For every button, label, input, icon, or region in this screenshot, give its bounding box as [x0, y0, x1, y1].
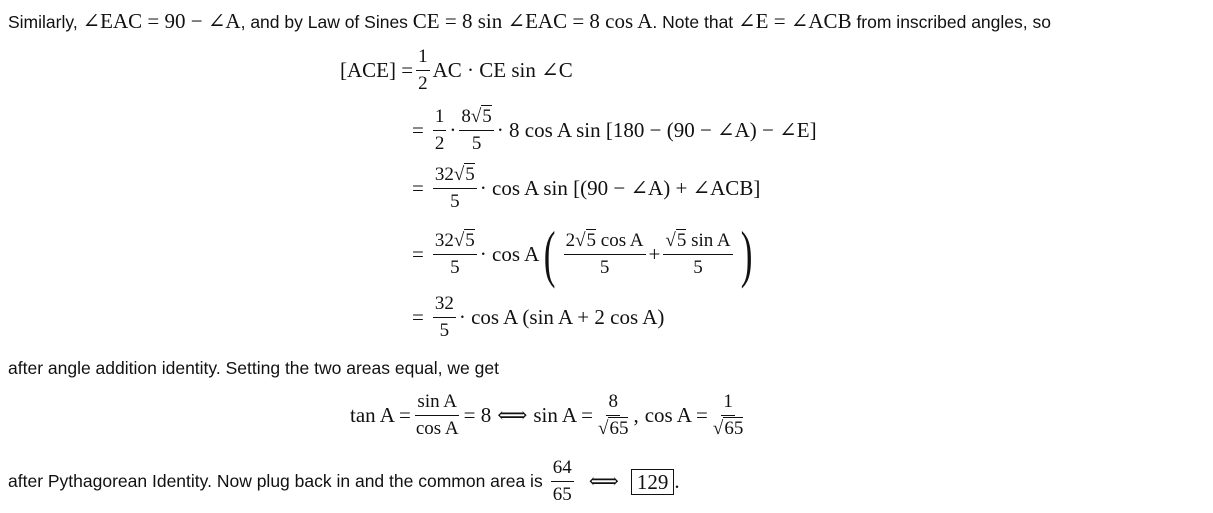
- equals-sign: =: [412, 305, 424, 329]
- cos-lhs: cos A =: [644, 403, 708, 427]
- fraction-numerator: 1: [416, 45, 430, 71]
- eight-over-root-65: [596, 390, 630, 441]
- fraction-numerator: 2√5 cos A: [564, 229, 646, 255]
- final-text: after Pythagorean Identity. Now plug back in and the common area is: [8, 471, 543, 491]
- fraction-denominator: 5: [599, 256, 610, 278]
- fraction-denominator: √65: [598, 418, 629, 439]
- fraction-denominator: 2: [434, 133, 445, 154]
- tan-lhs: tan A =: [350, 403, 411, 427]
- fraction-numerator: 64: [551, 456, 574, 482]
- half-fraction: [416, 45, 430, 96]
- thirty-two-root-five-over-five: [433, 229, 477, 280]
- fraction-numerator: 32: [433, 292, 456, 318]
- fraction-denominator: 5: [693, 256, 703, 278]
- two-root-five-cos-fraction: [564, 229, 646, 280]
- fraction-denominator: √65: [712, 418, 744, 439]
- final-line: [8, 456, 680, 507]
- derivation-line-4: [412, 218, 757, 289]
- right-paren: ): [740, 218, 753, 289]
- fraction-numerator: 8: [606, 390, 620, 416]
- iff-arrow: ⟺: [588, 469, 619, 493]
- sin-over-cos: [414, 390, 461, 441]
- fraction-denominator: 5: [450, 256, 460, 278]
- boxed-answer: 129: [631, 469, 675, 495]
- fraction-denominator: 5: [471, 133, 482, 154]
- fraction-numerator: 32√5: [433, 163, 477, 189]
- plus-sign: +: [648, 241, 661, 266]
- eight-root-five-over-five: [459, 105, 493, 156]
- line-2-rest: · 8 cos A sin [180 − (90 − ∠A) − ∠E]: [496, 118, 817, 142]
- intro-text-2: , and by Law of Sines: [240, 12, 413, 32]
- one-over-root-65: [711, 390, 745, 441]
- line-5-rest: · cos A (sin A + 2 cos A): [458, 305, 665, 329]
- intro-text-3: . Note that: [652, 12, 739, 32]
- equals-sign: =: [412, 241, 424, 266]
- equals-sign: =: [412, 118, 424, 142]
- fraction-denominator: 2: [418, 73, 428, 94]
- left-paren: (: [544, 218, 556, 289]
- line-3-rest: · cos A sin [(90 − ∠A) + ∠ACB]: [479, 176, 761, 200]
- sin-lhs: sin A =: [533, 403, 594, 427]
- derivation-line-2: [412, 105, 817, 156]
- fraction-numerator: 8√5: [459, 105, 493, 131]
- half-fraction: [433, 105, 447, 156]
- dot-operator: ·: [449, 118, 457, 142]
- comma: ,: [633, 403, 639, 427]
- ce-law-of-sines-math: CE = 8 sin ∠EAC = 8 cos A: [412, 9, 653, 33]
- intro-text-1: Similarly,: [8, 12, 83, 32]
- fraction-numerator: 1: [433, 105, 447, 131]
- line-4-mid: · cos A: [479, 241, 540, 266]
- tan-equation: [350, 390, 748, 441]
- iff-arrow: ⟺: [497, 403, 528, 427]
- thirty-two-over-five: [433, 292, 456, 343]
- fraction-numerator: √5 sin A: [663, 229, 732, 255]
- sixty-four-over-sixty-five: [551, 456, 574, 507]
- fraction-denominator: 5: [439, 320, 450, 341]
- fraction-numerator: 1: [721, 390, 735, 416]
- fraction-numerator: 32√5: [433, 229, 477, 255]
- fraction-numerator: sin A: [415, 390, 459, 416]
- fraction-denominator: 5: [450, 191, 460, 212]
- fraction-denominator: cos A: [415, 418, 459, 439]
- derivation-line-3: [412, 163, 760, 214]
- intro-text-4: from inscribed angles, so: [851, 12, 1051, 32]
- derivation-line-5: [412, 292, 664, 343]
- middle-text: after angle addition identity. Setting the two areas equal, we get: [8, 358, 499, 378]
- root-five-sin-fraction: [663, 229, 732, 280]
- period: .: [674, 469, 680, 493]
- ace-lhs: [ACE] =: [340, 58, 414, 82]
- equals-eight: = 8: [463, 403, 492, 427]
- angle-e-math: ∠E = ∠ACB: [738, 9, 852, 33]
- angle-eac-math: ∠EAC = 90 − ∠A: [82, 9, 241, 33]
- intro-line: [8, 10, 1051, 33]
- fraction-denominator: 65: [552, 484, 572, 505]
- equals-sign: =: [412, 176, 424, 200]
- derivation-line-1: [340, 45, 573, 96]
- line-1-rest: AC · CE sin ∠C: [432, 58, 573, 82]
- thirty-two-root-five-over-five: [433, 163, 477, 214]
